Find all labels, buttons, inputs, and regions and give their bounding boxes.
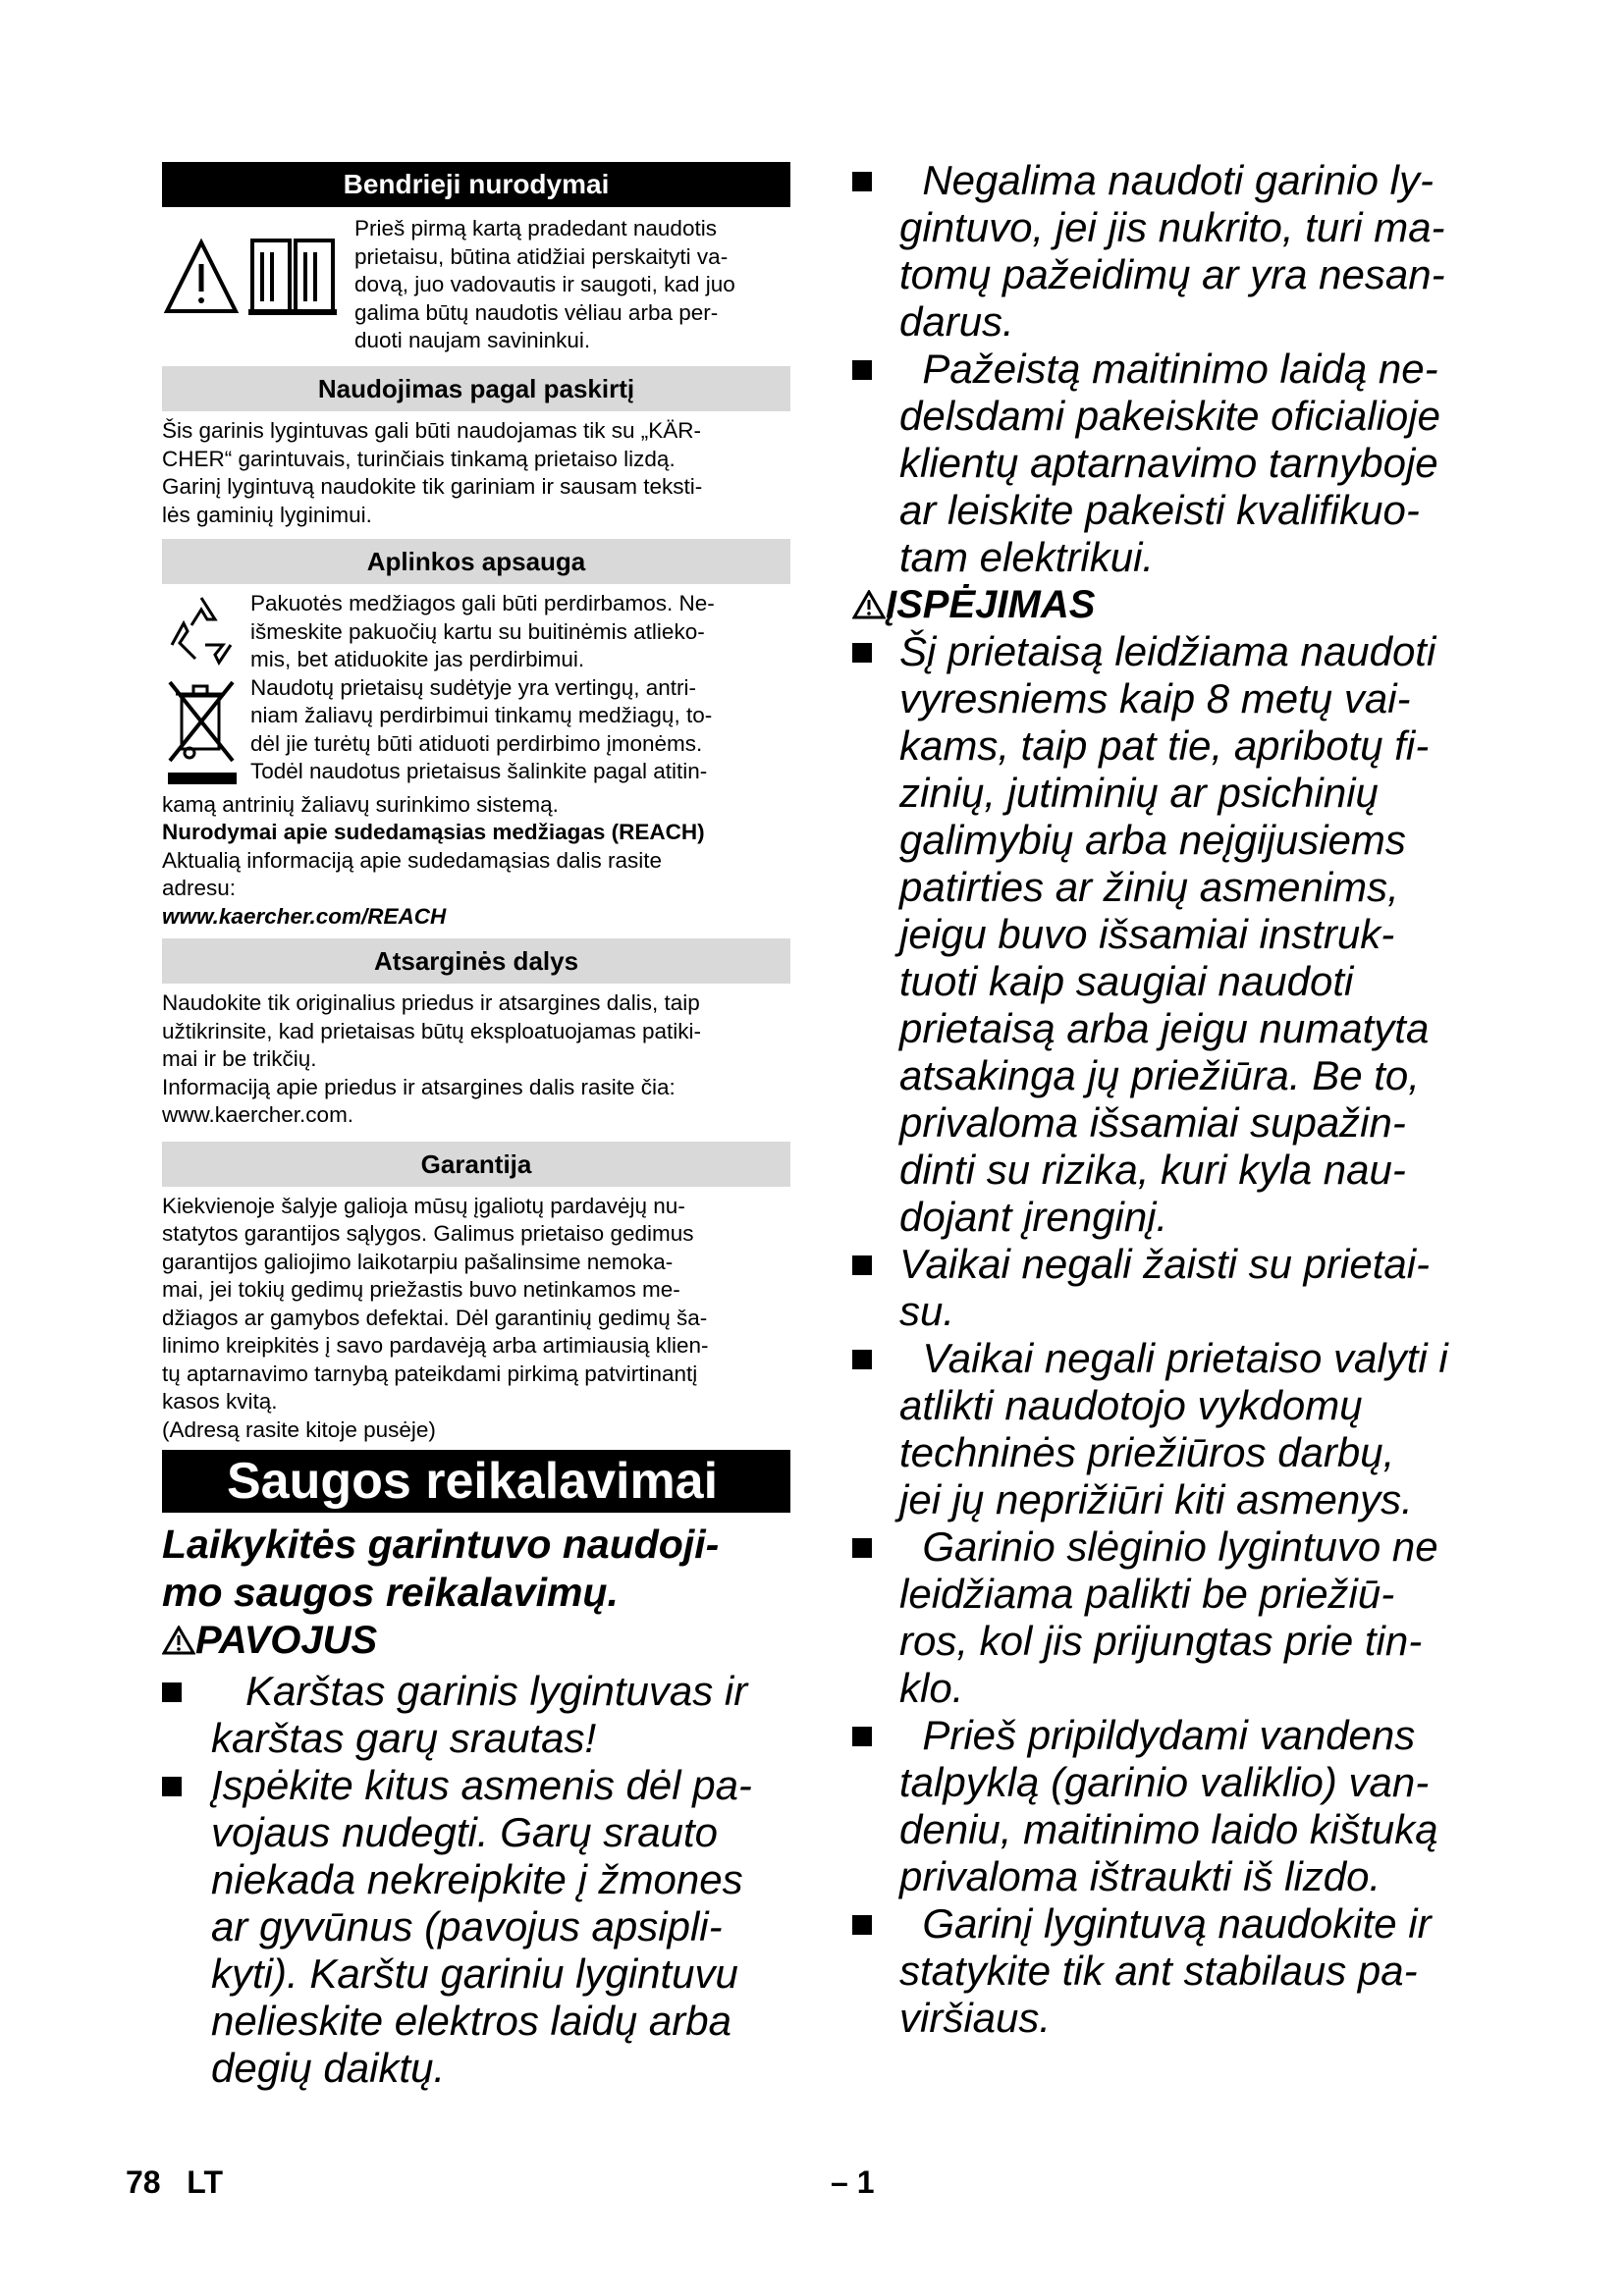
- list-item: Negalima naudoti garinio ly- gintuvo, jei jis nukrito, turi ma- tomų pažeidimų ar yra nesan- darus.: [852, 157, 1481, 346]
- bullet-square-icon: [162, 1777, 182, 1796]
- safety-heading: Saugos reikalavimai: [162, 1450, 790, 1513]
- danger-label: PAVOJUS: [162, 1617, 790, 1664]
- reach-link[interactable]: www.kaercher.com/REACH: [162, 903, 447, 929]
- general-section: [162, 213, 790, 360]
- warranty-text: Kiekvienoje šalyje galioja mūsų įgaliotų pardavėjų nu- statytos garantijos sąlygos. Galimus prietaiso gedimus garantijos galiojimo laikotarpiu pašalinsime nemoka- mai, jei tokių gedimų priežastis buvo netinkamos me- džiagos ar gamybos defektai. Dėl garantinių gedimų ša- linimo kreipkitės į savo pardavėją arba artimiausią klien- tų aptarnavimo tarnybą pateikdami pirkimą patvirtinantį kasos kvitą. (Adresą rasite kitoje pusėje): [162, 1193, 709, 1442]
- bullet-square-icon: [852, 172, 872, 191]
- warning-triangle-icon: [852, 590, 886, 619]
- list-item: Pažeistą maitinimo laidą ne- delsdami pakeiskite oficialioje klientų aptarnavimo tarnyboje ar leiskite pakeisti kvalifikuo- tam elektrikui.: [852, 346, 1481, 581]
- bullet-square-icon: [852, 643, 872, 663]
- right-column: [852, 157, 1481, 2042]
- bullet-square-icon: [852, 1915, 872, 1935]
- list-item: Įspėkite kitus asmenis dėl pa- vojaus nudegti. Garų srauto niekada nekreipkite į žmones ar gyvūnus (pavojus apsipli- kyti). Karštu gariniu lygintuvu nelieskite elektros laidų arba degių daiktų.: [162, 1762, 790, 2092]
- weee-tail: kamą antrinių žaliavų surinkimo sistemą.: [162, 791, 559, 817]
- list-item: Garinio slėginio lygintuvo ne leidžiama palikti be priežiū- ros, kol jis prijungtas prie tin- klo.: [852, 1523, 1481, 1712]
- spare-parts-text: Naudokite tik originalius priedus ir atsargines dalis, taip užtikrinsite, kad prietaisas būtų eksploatuojamas patiki- mai ir be trikčių. Informaciją apie priedus ir atsargines dalis rasite čia: www.kaercher.com.: [162, 990, 702, 1127]
- reach-heading: Nurodymai apie sudedamąsias medžiagas (REACH): [162, 820, 705, 844]
- list-item: Karštas garinis lygintuvas ir karštas garų srautas!: [162, 1668, 790, 1762]
- manual-book-icon: [248, 235, 337, 323]
- list-item: Prieš pripildydami vandens talpyklą (garinio valiklio) van- deniu, maitinimo laido kištuką privaloma ištraukti iš lizdo.: [852, 1712, 1481, 1900]
- page-center-marker: – 1: [831, 2164, 875, 2200]
- recycle-text: Pakuotės medžiagos gali būti perdirbamos. Ne- išmeskite pakuočių kartu su buitinėmis atlieko- mis, bet atiduokite jas perdirbimui.: [250, 591, 715, 671]
- page-number: 78 LT: [126, 2164, 223, 2200]
- safety-title: Laikykitės garintuvo naudoji- mo saugos reikalavimų.: [162, 1522, 720, 1615]
- bullet-square-icon: [852, 1255, 872, 1275]
- bullet-square-icon: [852, 1727, 872, 1746]
- list-item: Šį prietaisą leidžiama naudoti vyresniems kaip 8 metų vai- kams, taip pat tie, apribotų fi- zinių, jutiminių ar psichinių galimybių arba neįgijusiems patirties ar žinių asmenims, jeigu buvo išsamiai instruk- tuoti kaip saugiai naudoti prietaisą arba jeigu numatyta atsakinga jų priežiūra. Be to, privaloma išsamiai supažin- dinti su rizika, kuri kyla nau- dojant įrenginį.: [852, 628, 1481, 1241]
- weee-text: Naudotų prietaisų sudėtyje yra vertingų, antri- niam žaliavų perdirbimui tinkamų medžiagų, to- dėl jie turėtų būti atiduoti perdirbimo įmonėms. Todėl naudotus prietaisus šalinkite pagal atitin-: [250, 674, 713, 783]
- spare-parts-heading: Atsarginės dalys: [162, 938, 790, 984]
- intended-use-text: Šis garinis lygintuvas gali būti naudojamas tik su „KÄR- CHER“ garintuvais, turinčiais tinkamą prietaiso lizdą. Garinį lygintuvą naudokite tik gariniam ir sausam teksti- lės gaminių lyginimui.: [162, 418, 703, 527]
- list-item: Vaikai negali prietaiso valyti i atlikti naudotojo vykdomų techninės priežiūros darbų, jei jų neprižiūri kiti asmenys.: [852, 1335, 1481, 1523]
- bullet-square-icon: [162, 1682, 182, 1702]
- list-item: Vaikai negali žaisti su prietai- su.: [852, 1241, 1481, 1335]
- weee-section: [162, 674, 790, 791]
- warranty-heading: Garantija: [162, 1142, 790, 1187]
- intended-use-heading: Naudojimas pagal paskirtį: [162, 366, 790, 411]
- bullet-square-icon: [852, 1538, 872, 1558]
- bullet-square-icon: [852, 360, 872, 380]
- weee-bin-icon: [162, 674, 241, 786]
- warning-label: ĮSPĖJIMAS: [852, 581, 1481, 628]
- recycle-icon: [162, 590, 241, 668]
- environment-heading: Aplinkos apsauga: [162, 539, 790, 584]
- list-item: Garinį lygintuvą naudokite ir statykite tik ant stabilaus pa- viršiaus.: [852, 1900, 1481, 2042]
- bullet-square-icon: [852, 1350, 872, 1369]
- left-column: Bendrieji nurodymai Prieš pirmą kartą pradedant naudotis prietaisu, būtina atidžiai perskaityti va- dovą, juo vadovautis ir saugoti, kad juo galima būtų naudotis vėliau arba per- duoti naujam savininkui. Naudojimas pagal paskirtį Šis garinis lygintuvas gali būti naudojamas tik su „KÄR- CHER“ garintuvais, turinčiais tinkamą prietaiso lizdą. Garinį lygintuvą naudokite tik gariniam ir sausam teksti- lės gaminių lyginimui. Aplinkos apsauga Pakuotės medžiagos gali būti perdirbamos. Ne- išmeskite pakuočių kartu su buitinėmis atlieko- mis, bet atiduokite jas perdirbimui. Naudotų prietaisų sudėtyje yra vertingų, antri- niam žaliavų perdirbimui tinkamų medžiagų, to- dėl jie turėtų būti atiduoti perdirbimo įmonėms. Todėl naudotus prietaisus šalinkite pagal atitin- kamą antrinių žaliavų surinkimo sistemą. Nurodymai apie sudedamąsias medžiagas (REACH) Aktualią informaciją apie sudedamąsias dalis rasite adresu: www.kaercher.com/REACH Atsarginės dalys Naudokite tik originalius priedus ir atsargines dalis, taip užtikrinsite, kad prietaisas būtų eksploatuojamas patiki- mai ir be trikčių. Informaciją apie priedus ir atsargines dalis rasite čia: www.kaercher.com. Garantija Kiekvienoje šalyje galioja mūsų įgaliotų pardavėjų nu- statytos garantijos sąlygos. Galimus prietaiso gedimus garantijos galiojimo laikotarpiu pašalinsime nemoka- mai, jei tokių gedimų priežastis buvo netinkamos me- džiagos ar gamybos defektai. Dėl garantinių gedimų ša- linimo kreipkitės į savo pardavėją arba artimiausią klien- tų aptarnavimo tarnybą pateikdami pirkimą patvirtinantį kasos kvitą. (Adresą rasite kitoje pusėje) Saugos reikalavimai Laikykitės garintuvo naudoji- mo saugos reikalavimų. PAVOJUS Karštas garinis lygintuvas ir karštas garų srautas! Įspėkite kitus asmenis dėl pa- vojaus nudegti. Garų srauto niekada nekreipkite į žmones ar gyvūnus (pavojus apsipli- kyti). Karštu gariniu lygintuvu nelieskite elektros laidų arba degių daiktų.: [162, 162, 790, 2092]
- general-text: Prieš pirmą kartą pradedant naudotis prietaisu, būtina atidžiai perskaityti va- dovą, juo vadovautis ir saugoti, kad juo galima būtų naudotis vėliau arba per- duoti naujam savininkui.: [354, 216, 735, 352]
- general-heading: Bendrieji nurodymai: [162, 162, 790, 207]
- recycle-section: [162, 590, 790, 674]
- danger-triangle-icon: [162, 1626, 195, 1655]
